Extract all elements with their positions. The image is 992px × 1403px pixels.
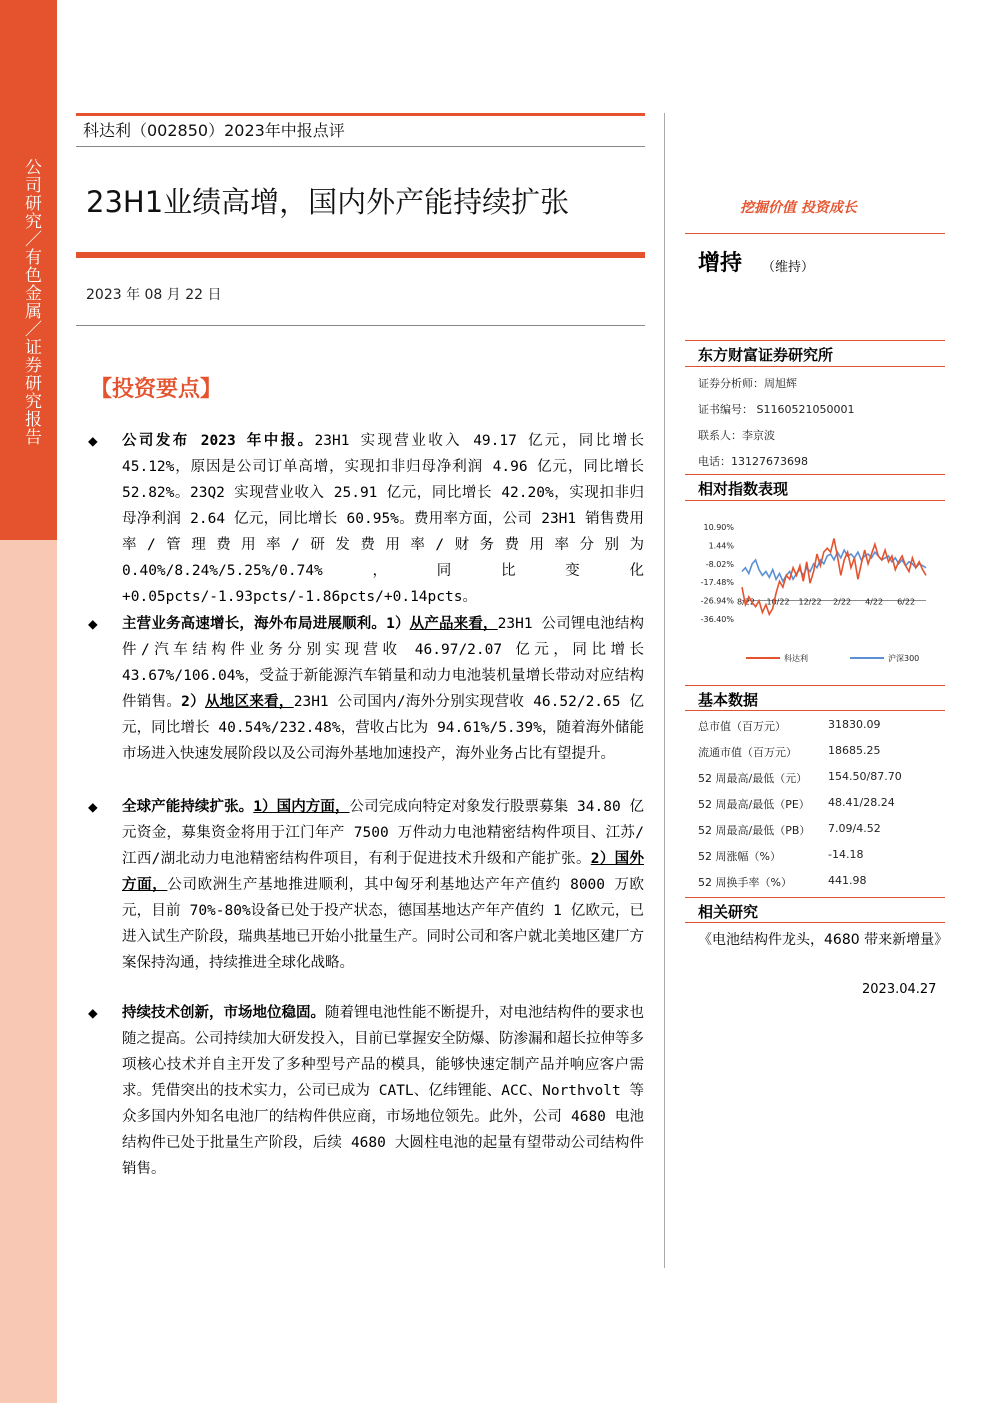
basic-data-row — [698, 744, 942, 766]
y-tick-label: -26.94% — [700, 596, 734, 606]
basic-data-value: -14.18 — [828, 848, 864, 861]
bullet-subhead: 从地区来看， — [204, 694, 294, 710]
y-tick-label: 10.90% — [703, 523, 734, 532]
analyst: 证券分析师：周旭辉 — [698, 377, 797, 390]
bullet-point-num: 2） — [181, 694, 205, 710]
basic-data-value: 48.41/28.24 — [828, 796, 895, 809]
section-title: 【投资要点】 — [90, 376, 223, 402]
sidebar-category-tag: 公司研究／有色金属／证券研究报告 — [21, 158, 41, 446]
basic-data-title: 基本数据 — [698, 691, 759, 709]
basic-data-value: 7.09/4.52 — [828, 822, 881, 835]
bullet-body: 公司欧洲生产基地推进顺利，其中匈牙利基地达产年产值约 8000 万欧元，目前 70%-80%设备已处于投产状态，德国基地达产年产值约 1 亿欧元，已进入试生产阶段，瑞典基地已开始小批量生产。同时公司和客户就北美地区建厂方案保持沟通，持续推进全球化战略。 — [122, 877, 644, 971]
bullet-lead: 公司发布 2023 年中报。 — [122, 433, 315, 449]
x-tick-label: 12/22 — [798, 597, 822, 607]
legend-label: 科达利 — [784, 654, 808, 663]
bullet-subhead: 1）国内方面， — [253, 799, 350, 815]
chart-svg — [694, 515, 940, 675]
bullet-item — [88, 1000, 644, 1182]
investment-points — [88, 428, 644, 1188]
x-tick-label: 8/22 — [737, 597, 755, 607]
rule — [685, 922, 945, 923]
column-divider — [664, 113, 665, 1268]
basic-data-value: 31830.09 — [828, 718, 881, 731]
basic-data-value: 154.50/87.70 — [828, 770, 902, 783]
rule — [685, 685, 945, 686]
basic-data-key: 52 周换手率（%） — [698, 876, 792, 889]
bullet-body: 23H1 公司国内/海外分别实现营收 46.52/2.65 亿元，同比增长 40.54%/232.48%，营收占比为 94.61%/5.39%，随着海外储能市场进入快速发展阶段以及公司海外基地加速投产，海外业务占比有望提升。 — [122, 694, 645, 762]
bullet-body: 随着锂电池性能不断提升，对电池结构件的要求也随之提高。公司持续加大研发投入，目前已掌握安全防爆、防渗漏和超长拉伸等多项核心技术并自主开发了多种型号产品的模具，能够快速定制产品并响应客户需求。凭借突出的技术实力，公司已成为 CATL、亿纬锂能、ACC、Northvolt 等众多国内外知名电池厂的结构件供应商，市场地位领先。此外，公司 4680 电池结构件已处于批量生产阶段，后续 4680 大圆柱电池的起量有望带动公司结构件销售。 — [122, 1005, 644, 1177]
basic-data-row — [698, 718, 942, 740]
basic-data-row — [698, 874, 942, 896]
rating-note: （维持） — [762, 260, 815, 275]
report-date: 2023 年 08 月 22 日 — [86, 287, 222, 303]
header-divider — [76, 146, 645, 147]
bullet-body: 公司完成向特定对象发行股票募集 34.80 亿元资金，募集资金将用于江门年产 7500 万件动力电池精密结构件项目、江苏/江西/湖北动力电池精密结构件项目，有利于促进技术升级和产能扩张。 — [122, 799, 645, 867]
x-tick-label: 10/22 — [766, 597, 790, 607]
diamond-bullet-icon: ◆ — [88, 614, 98, 633]
relative-performance-chart — [694, 515, 940, 675]
related-report-link[interactable]: 《电池结构件龙头，4680 带来新增量》 — [698, 932, 949, 948]
bullet-lead: 持续技术创新，市场地位稳固。 — [122, 1005, 325, 1021]
bullet-lead: 主营业务高速增长，海外布局进展顺利。 — [122, 616, 387, 632]
basic-data-row — [698, 822, 942, 844]
diamond-bullet-icon: ◆ — [88, 797, 98, 816]
bullet-body: 23H1 公司锂电池结构件/汽车结构件业务分别实现营收 46.97/2.07 亿元，同比增长 43.67%/106.04%，受益于新能源汽车销量和动力电池装机量增长带动对应结构件销售。 — [122, 616, 645, 710]
rule — [685, 500, 945, 501]
sidebar-band-light — [0, 540, 57, 1403]
institute-name: 东方财富证券研究所 — [698, 346, 834, 364]
basic-data-key: 52 周最高/最低（PE） — [698, 798, 810, 811]
title-rule — [76, 252, 645, 258]
y-tick-label: 1.44% — [708, 541, 734, 551]
rule — [685, 366, 945, 367]
basic-data-key: 流通市值（百万元） — [698, 746, 797, 759]
y-tick-label: -8.02% — [705, 559, 734, 569]
phone: 电话：13127673698 — [698, 455, 808, 468]
bullet-subhead: 从产品来看， — [409, 616, 498, 632]
rating: 增持 — [698, 251, 743, 276]
basic-data-row — [698, 796, 942, 818]
basic-data-row — [698, 770, 942, 792]
bullet-subhead: 2）国外方面， — [122, 851, 644, 893]
x-tick-label: 4/22 — [865, 597, 884, 607]
basic-data-key: 52 周最高/最低（元） — [698, 772, 808, 785]
bullet-item — [88, 794, 644, 994]
bullet-item — [88, 611, 644, 788]
basic-data-value: 18685.25 — [828, 744, 881, 757]
basic-data-key: 总市值（百万元） — [698, 720, 786, 733]
series-line — [742, 550, 926, 581]
y-tick-label: -36.40% — [700, 615, 734, 624]
basic-data-key: 52 周最高/最低（PB） — [698, 824, 811, 837]
header-top-rule — [76, 113, 645, 116]
bullet-item — [88, 428, 644, 605]
rule — [685, 340, 945, 341]
diamond-bullet-icon: ◆ — [88, 431, 98, 450]
x-tick-label: 6/22 — [897, 597, 916, 607]
contact: 联系人：李京波 — [698, 429, 775, 442]
slogan: 挖掘价值 投资成长 — [740, 200, 857, 216]
diamond-bullet-icon: ◆ — [88, 1003, 98, 1022]
report-type: 科达利（002850）2023年中报点评 — [83, 121, 345, 140]
rule — [685, 710, 945, 711]
cert-number: 证书编号： S1160521050001 — [698, 403, 855, 416]
x-tick-label: 2/22 — [833, 597, 852, 607]
basic-data-key: 52 周涨幅（%） — [698, 850, 781, 863]
related-report-date: 2023.04.27 — [862, 982, 937, 997]
page-title: 23H1业绩高增，国内外产能持续扩张 — [86, 185, 570, 219]
bullet-point-num: 1） — [386, 616, 410, 632]
rule — [685, 897, 945, 898]
basic-data-value: 441.98 — [828, 874, 867, 887]
bullet-body: 23H1 实现营业收入 49.17 亿元，同比增长 45.12%，原因是公司订单高增，实现扣非归母净利润 4.96 亿元，同比增长 52.82%。23Q2 实现营业收入 25.91 亿元，同比增长 42.20%，实现扣非归母净利润 2.64 亿元，同比增长 60.95%。费用率方面，公司 23H1 销售费用率/管理费用率/研发费用率/财务费用率分别为 0.40%/8.24%/5.25%/0.74%，同比变化 +0.05pcts/-1.93pcts/-1.86pcts/+0.14pcts。 — [122, 433, 644, 605]
rule — [685, 233, 945, 234]
perf-title: 相对指数表现 — [698, 480, 789, 498]
y-tick-label: -17.48% — [700, 578, 734, 588]
legend-label: 沪深300 — [888, 654, 920, 663]
basic-data-row — [698, 848, 942, 870]
rule — [685, 474, 945, 475]
related-title: 相关研究 — [698, 903, 759, 921]
date-divider — [76, 325, 645, 326]
bullet-lead: 全球产能持续扩张。 — [122, 799, 254, 815]
